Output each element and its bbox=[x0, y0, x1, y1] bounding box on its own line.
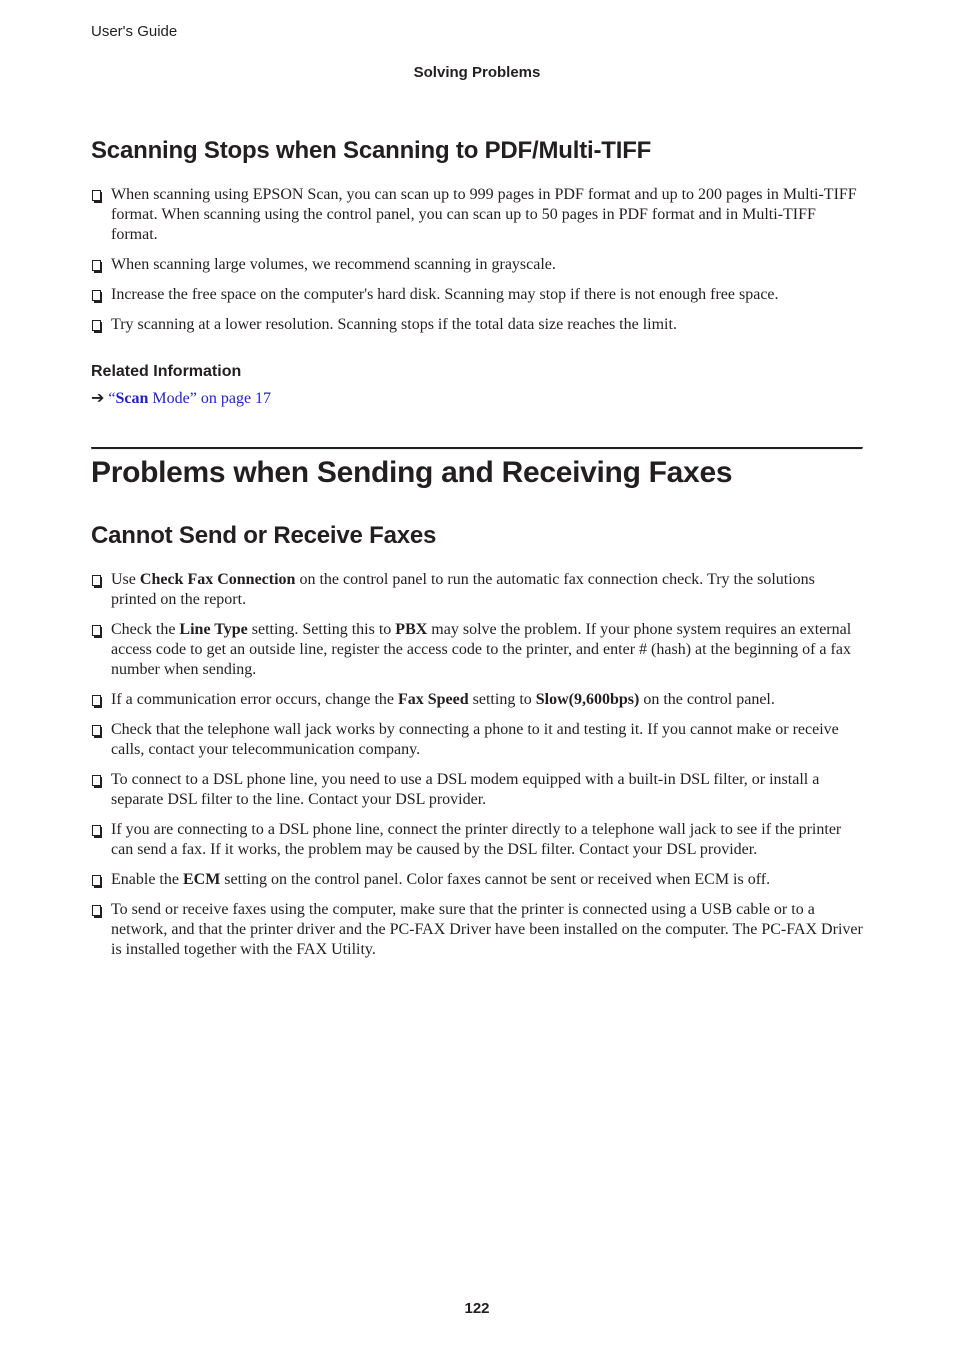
bullet-list-scanning bbox=[91, 185, 863, 335]
list-item bbox=[91, 820, 863, 860]
list-item-text bbox=[111, 691, 775, 708]
bold-term: ECM bbox=[182, 871, 221, 888]
text-run: may solve the problem. If your phone system requires an external access code to get an outside line, register the access code to the printer, and enter # (hash) at the beginning of a fax number when sending. bbox=[111, 621, 852, 678]
list-item bbox=[91, 620, 863, 680]
related-link-scan-mode[interactable] bbox=[91, 389, 863, 409]
text-run: on the control panel to run the automatic fax connection check. Try the solutions printed on the report. bbox=[111, 571, 815, 608]
text-run: setting. Setting this to bbox=[247, 621, 396, 638]
list-item-text bbox=[111, 316, 677, 333]
link-open-quote: “ bbox=[108, 390, 116, 407]
text-run: Enable the bbox=[111, 871, 183, 888]
text-run: When scanning using EPSON Scan, you can scan up to 999 pages in PDF format and up to 200 pages in Multi-TIFF format. When scanning using the control panel, you can scan up to 50 pages in PDF format and in Multi-TIFF format. bbox=[111, 186, 857, 243]
text-run: Increase the free space on the computer's hard disk. Scanning may stop if there is not enough free space. bbox=[111, 286, 779, 303]
bold-term: Line Type bbox=[179, 621, 248, 638]
list-item-text bbox=[111, 721, 839, 758]
list-item bbox=[91, 870, 863, 890]
section-title: Solving Problems bbox=[413, 64, 541, 81]
text-run: If you are connecting to a DSL phone line, connect the printer directly to a telephone wall jack to see if the printer can send a fax. If it works, the problem may be caused by the DSL filter. Contact your DSL provider. bbox=[111, 821, 842, 858]
bold-term: Slow(9,600bps) bbox=[535, 691, 640, 708]
text-run: Try scanning at a lower resolution. Scanning stops if the total data size reaches the limit. bbox=[111, 316, 677, 333]
bold-term: Check Fax Connection bbox=[139, 571, 296, 588]
list-item-text bbox=[111, 871, 770, 888]
text-run: To connect to a DSL phone line, you need to use a DSL modem equipped with a built-in DSL filter, or install a separate DSL filter to the line. Contact your DSL provider. bbox=[111, 771, 820, 808]
list-item bbox=[91, 690, 863, 710]
checkbox-bullet-icon bbox=[91, 257, 103, 273]
list-item-text bbox=[111, 821, 841, 858]
text-run: on the control panel. bbox=[639, 691, 775, 708]
checkbox-bullet-icon bbox=[91, 872, 103, 888]
checkbox-bullet-icon bbox=[91, 822, 103, 838]
list-item bbox=[91, 255, 863, 275]
link-bold-text: Scan bbox=[115, 390, 149, 407]
checkbox-bullet-icon bbox=[91, 187, 103, 203]
text-run: When scanning large volumes, we recommend scanning in grayscale. bbox=[111, 256, 556, 273]
text-run: Check that the telephone wall jack works by connecting a phone to it and testing it. If you cannot make or receive calls, contact your telecommunication company. bbox=[111, 721, 839, 758]
chapter-divider bbox=[91, 447, 863, 450]
checkbox-bullet-icon bbox=[91, 772, 103, 788]
checkbox-bullet-icon bbox=[91, 572, 103, 588]
list-item-text bbox=[111, 621, 851, 678]
checkbox-bullet-icon bbox=[91, 287, 103, 303]
text-run: If a communication error occurs, change the bbox=[111, 691, 398, 708]
checkbox-bullet-icon bbox=[91, 622, 103, 638]
list-item bbox=[91, 315, 863, 335]
text-run: setting to bbox=[468, 691, 536, 708]
list-item-text bbox=[111, 286, 779, 303]
list-item-text bbox=[111, 901, 863, 958]
text-run: Use bbox=[111, 571, 140, 588]
bullet-list-faxes bbox=[91, 570, 863, 960]
arrow-right-icon: ➔ bbox=[91, 390, 105, 407]
list-item bbox=[91, 770, 863, 810]
list-item bbox=[91, 570, 863, 610]
list-item-text bbox=[111, 571, 815, 608]
checkbox-bullet-icon bbox=[91, 722, 103, 738]
list-item bbox=[91, 720, 863, 760]
chapter-title: Problems when Sending and Receiving Faxes bbox=[91, 456, 733, 489]
page-number: 122 bbox=[464, 1300, 490, 1317]
list-item-text bbox=[111, 186, 857, 243]
checkbox-bullet-icon bbox=[91, 317, 103, 333]
section-heading-scanning-stops: Scanning Stops when Scanning to PDF/Multi-TIFF bbox=[91, 137, 652, 164]
text-run: To send or receive faxes using the computer, make sure that the printer is connected using a USB cable or to a network, and that the printer driver and the PC-FAX Driver have been installed on the computer. The PC-FAX Driver is installed together with the FAX Utility. bbox=[111, 901, 863, 958]
page-content bbox=[91, 137, 863, 970]
list-item-text bbox=[111, 256, 556, 273]
bold-term: PBX bbox=[395, 621, 428, 638]
list-item bbox=[91, 900, 863, 960]
section-heading-cannot-send: Cannot Send or Receive Faxes bbox=[91, 522, 437, 549]
text-run: setting on the control panel. Color faxes cannot be sent or received when ECM is off. bbox=[220, 871, 771, 888]
guide-title: User's Guide bbox=[91, 23, 178, 40]
list-item-text bbox=[111, 771, 819, 808]
related-information-heading: Related Information bbox=[91, 363, 242, 380]
list-item bbox=[91, 185, 863, 245]
link-rest-text: Mode” on page 17 bbox=[148, 390, 272, 407]
checkbox-bullet-icon bbox=[91, 902, 103, 918]
text-run: Check the bbox=[111, 621, 180, 638]
list-item bbox=[91, 285, 863, 305]
checkbox-bullet-icon bbox=[91, 692, 103, 708]
bold-term: Fax Speed bbox=[397, 691, 469, 708]
